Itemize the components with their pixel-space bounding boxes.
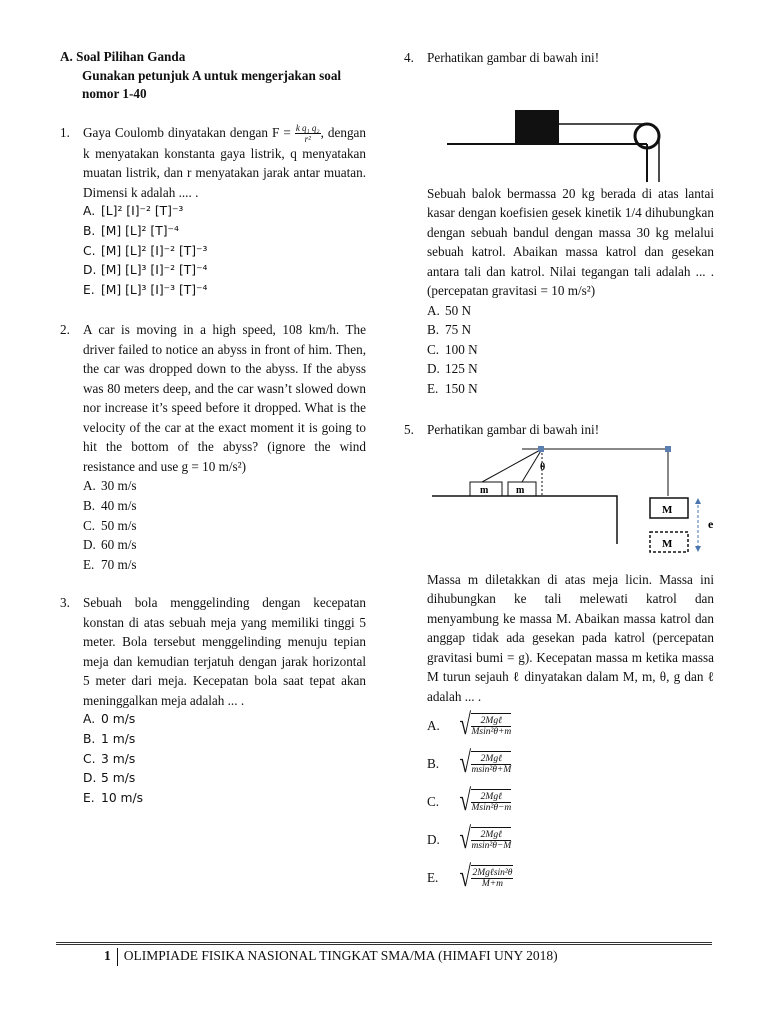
question-text: Massa m diletakkan di atas meja licin. Massa ini dihubungkan ke tali melewati katrol dan menyambung ke massa M. Abaikan massa katrol dan anggap tidak ada gesekan pada katrol (percepatan gravitasi bumi = g). Kecepatan massa m ketika massa M turun sejauh ℓ dinyatakan dalam M, m, θ, g dan ℓ adalah ... . — [427, 571, 714, 704]
question-prompt: Perhatikan gambar di bawah ini! — [427, 50, 600, 65]
footer-title: OLIMPIADE FISIKA NASIONAL TINGKAT SMA/MA (HIMAFI UNY 2018) — [123, 948, 558, 964]
options-list — [83, 476, 366, 574]
option-c: C. 3 m/s — [83, 751, 136, 766]
block — [515, 110, 559, 144]
svg-text:M: M — [662, 537, 673, 550]
option-e: E. 70 m/s — [83, 556, 137, 572]
question-text: Gaya Coulomb dinyatakan dengan F = — [83, 124, 291, 140]
question-text-cont: , dengan k menyatakan konstanta gaya listrik, q menyatakan muatan listrik, dan r menyatakan jarak antar muatan. Dimensi k adalah .... . — [83, 124, 366, 200]
svg-text:e: e — [708, 516, 714, 531]
options-list — [427, 301, 714, 399]
question-5 — [404, 420, 714, 896]
left-column — [60, 48, 366, 808]
option-d: D. 60 m/s — [83, 537, 137, 553]
coulomb-formula: $\frac{\text{k q₁ q₂}}{\text{r²}}$ — [295, 122, 320, 144]
option-e: E. 150 N — [427, 380, 478, 396]
option-a: A. 50 N — [427, 302, 472, 318]
options-list — [83, 202, 366, 300]
option-b: B. 75 N — [427, 322, 472, 338]
footer — [104, 948, 558, 966]
option-a: A. [L]² [I]⁻² [T]⁻³ — [83, 204, 184, 219]
option-a: A. 30 m/s — [83, 478, 137, 494]
option-a: A. √ $\frac{\text{2Mgℓ}}{\text{Msin²θ+m}}$ — [427, 708, 512, 742]
question-4 — [404, 48, 714, 398]
svg-text:m: m — [480, 484, 489, 496]
question-number: 4. — [404, 50, 414, 65]
page-number: 1 — [104, 948, 111, 964]
question-1 — [60, 123, 366, 301]
question-number: 2. — [60, 322, 70, 338]
option-b: B. √ $\frac{\text{2Mgℓ}}{\text{msin²θ+M}}$ — [427, 746, 512, 780]
q5-diagram — [412, 444, 722, 564]
section-instruction: Gunakan petunjuk A untuk mengerjakan soal nomor 1-40 — [82, 67, 342, 101]
question-text: A car is moving in a high speed, 108 km/h. The driver failed to notice an abyss in front of him. Then, the car was dropped down to the abyss. If the abyss was 80 meters deep, and the car wasn’t slowed down nor increase it’s speed before it dropped. What is the velocity of the car at the exact moment it is going to hit the bottom of the abyss? (ignore the wind resistance and use g = 10 m/s²) — [83, 322, 366, 474]
q4-diagram — [437, 72, 697, 182]
string-1 — [482, 449, 542, 482]
question-number: 1. — [60, 124, 70, 140]
option-c: C. [M] [L]² [I]⁻² [T]⁻³ — [83, 243, 208, 258]
option-d: D. 5 m/s — [83, 771, 136, 786]
option-b: B. 1 m/s — [83, 732, 136, 746]
svg-text:m: m — [516, 484, 525, 496]
question-prompt: Perhatikan gambar di bawah ini! — [427, 422, 600, 438]
section-title: A. Soal Pilihan Ganda — [60, 49, 186, 64]
option-e: E. [M] [L]³ [I]⁻³ [T]⁻⁴ — [83, 282, 208, 297]
question-text: Sebuah bola menggelinding dengan kecepatan konstan di atas sebuah meja yang memiliki tinggi 5 meter. Bola tersebut menggelinding menuju tepian meja dan kemudian terjatuh dengan jarak horizontal 5 meter dari meja. Kecepatan bola saat tepat akan meninggalkan meja adalah ... . — [83, 595, 366, 708]
option-e: E. √ $\frac{\text{2Mgℓsin²θ}}{M+m}$ — [427, 860, 513, 894]
option-b: B. [M] [L]² [T]⁻⁴ — [83, 224, 179, 239]
pivot-icon — [538, 446, 544, 452]
option-e: E. 10 m/s — [83, 790, 144, 805]
pulley-icon — [665, 446, 671, 452]
option-c: C. √ $\frac{\text{2Mgℓ}}{\text{Msin²θ−m}}$ — [427, 784, 512, 818]
svg-text:M: M — [662, 503, 673, 516]
footer-rule — [56, 942, 712, 945]
options-list — [427, 706, 714, 896]
question-number: 5. — [404, 422, 414, 438]
option-d: D. [M] [L]³ [I]⁻² [T]⁻⁴ — [83, 263, 208, 278]
question-3 — [60, 593, 366, 808]
option-a: A. 0 m/s — [83, 712, 136, 727]
question-2 — [60, 320, 366, 574]
option-d: D. √ $\frac{\text{2Mgℓ}}{\text{msin²θ−M}}$ — [427, 822, 512, 856]
option-c: C. 100 N — [427, 341, 478, 357]
table-outline — [432, 496, 617, 544]
option-d: D. 125 N — [427, 361, 478, 377]
right-column — [404, 48, 714, 896]
question-number: 3. — [60, 595, 70, 611]
option-b: B. 40 m/s — [83, 498, 137, 514]
svg-text:θ: θ — [540, 461, 546, 473]
question-text: Sebuah balok bermassa 20 kg berada di atas lantai kasar dengan koefisien gesek kinetik 1/4 dihubungkan dengan sebuah bandul dengan massa 30 kg melalui sebuah katrol. Abaikan massa katrol dan gesekan antara tali dan katrol. Nilai tegangan tali adalah ... . (percepatan gravitasi = 10 m/s²) — [427, 185, 714, 298]
options-list — [83, 710, 366, 808]
option-c: C. 50 m/s — [83, 517, 137, 533]
